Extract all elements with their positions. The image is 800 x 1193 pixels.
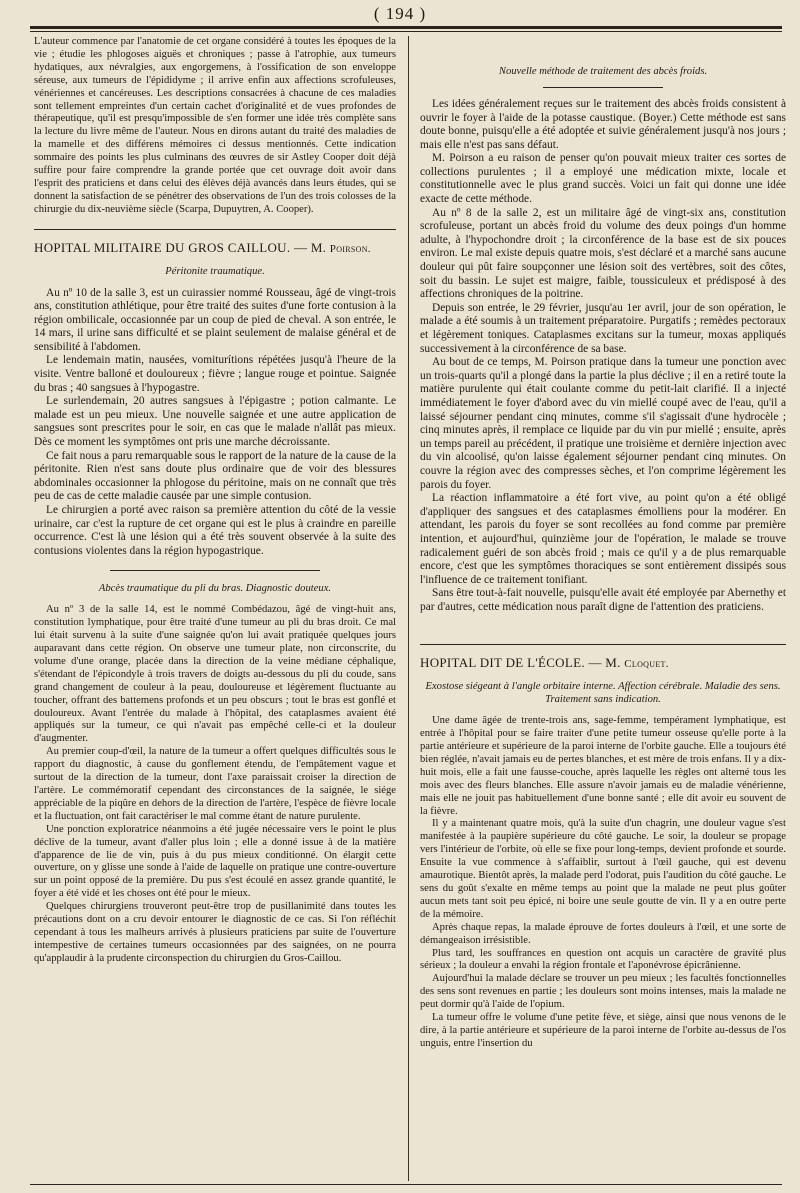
paragraph: Le chirurgien a porté avec raison sa première attention du côté de la vessie urinaire, car c'est la rupture de cet organe qui est le plus à craindre en pareille occurrence. C'est là une lésion qui a été très souvent observée à la suite des contusions violentes dans la région hypogastrique. <box>34 504 396 557</box>
paragraph: La tumeur offre le volume d'une petite fève, et siège, ainsi que nous venons de le dire, à la partie antérieure et supérieure de la paroi interne de l'orbite au-dessus de l'os unguis, entre l'insertion du <box>420 1012 786 1049</box>
section-author: Poirson. <box>329 242 371 255</box>
page-number: ( 194 ) <box>373 4 427 23</box>
paragraph: Au nº 3 de la salle 14, est le nommé Combédazou, âgé de vingt-huit ans, constitution lymphatique, pour être traité d'une tumeur au pli du bras droit. Ce mal lui était survenu à la suite d'une saignée qu'on lui avait pratiquée quelques jours auparavant dans cette région. On observe une tumeur plate, non circonscrite, du volume d'une orange, placée dans la direction de la veine médiane céphalique, s'étendant de l'épicondyle à trois travers de doigts au-dessous du pli du coude, sans grand changement de couleur à la peau, douloureuse et légèrement fluctuante au toucher, offrant des battemens profonds et un peu obscurs ; tout le bras est gonflé et douloureux. Avant l'entrée du malade à l'hôpital, des cataplasmes avaient été appliqués sur la tumeur, ce qui n'avait pas empêché celle-ci et la douleur d'augmenter. <box>34 604 396 745</box>
paragraph: Quelques chirurgiens trouveront peut-être trop de pusillanimité dans toutes les précautions dont on a cru devoir entourer le diagnostic de ce cas. Si l'on réfléchit cependant à tous les malheurs arrivés à plusieurs praticiens par suite de l'ouverture intempestive de certaines tumeurs occasionnées par des saignées, on ne pourra qu'applaudir à la prudente circonspection du chirurgien du Gros-Caillou. <box>34 901 396 964</box>
subheading-abces: Abcès traumatique du pli du bras. Diagnostic douteux. <box>98 583 332 595</box>
paragraph: Sans être tout-à-fait nouvelle, puisqu'elle avait été employée par Abernethy et par d'autres, cette médication nous paraît digne de l'attention des praticiens. <box>420 587 786 613</box>
separator-rule <box>543 87 663 88</box>
left-column <box>34 36 396 966</box>
paragraph: Plus tard, les souffrances en question ont acquis un caractère de gravité plus sérieux ; la douleur a envahi la région frontale et l'aponévrose épicrânienne. <box>420 947 786 972</box>
right-column <box>420 36 786 1051</box>
paragraph: Ce fait nous a paru remarquable sous le rapport de la nature de la cause de la péritonite. Rien n'est sans doute plus ordinaire que de voir des blessures abdominales occasionner la phlogose du péritoine, mais on ne connaît que très peu de cas de cette maladie causée par une simple contusion. <box>34 449 396 503</box>
paragraph: M. Poirson a eu raison de penser qu'on pouvait mieux traiter ces sortes de collections purulentes ; il a employé une médication mixte, locale et constitutionnelle avec le plus grand succès. Voici un fait qui donne une idée exacte de cette méthode. <box>420 152 786 206</box>
intro-paragraph: L'auteur commence par l'anatomie de cet organe considéré à toutes les époques de la vie ; étudie les phlogoses aiguës et chroniques ; passe à l'atrophie, aux tumeurs hydatiques, aux névralgies, aux engorgemens, à l'ossification de son enveloppe séreuse, aux tumeurs de l'épididyme ; il arrive enfin aux affections scrofuleuses, vénériennes et cancéreuses. Les descriptions consacrées à chacune de ces maladies sont tellement empreintes d'un certain cachet d'originalité et de vues profondes de thérapeutique, qu'il est presqu'impossible de s'en former une idée très complète sans la lecture du livre même de l'auteur. Nous en dirons autant du traité des maladies de la mamelle et des différens mémoires ci dessus mentionnés. Cette indication sommaire des points les plus culminans des œuvres de sir Astley Cooper doit déjà suffire pour faire comprendre la grande portée que cet ouvrage doit avoir dans l'esprit des praticiens et dans celui des élèves déjà avancés dans leurs études, qui se donnent la satisfaction de se pénétrer des observations de l'un des trois colosses de la chirurgie du dix-neuvième siècle (Scarpa, Dupuytren, A. Cooper). <box>34 36 396 215</box>
paragraph: La réaction inflammatoire a été fort vive, au point qu'on a été obligé d'appliquer des sangsues et des cataplasmes émolliens pour la modérer. En attendant, les parois du foyer se sont recollées au fond comme par première intention, et aujourd'hui, quinzième jour de l'opération, le malade se trouve radicalement guéri de son abcès froid ; mais ce qu'il y a de plus remarquable encore, c'est que les symptômes thoraciques se sont entièrement dissipés sous l'influence de ce traitement tonifiant. <box>420 492 786 586</box>
paragraph: Après chaque repas, la malade éprouve de fortes douleurs à l'œil, et une sorte de démangeaison irrésistible. <box>420 921 786 946</box>
paragraph: Le lendemain matin, nausées, vomiturítions répétées jusqu'à l'heure de la visite. Ventre balloné et douloureux ; fièvre ; langue rouge et pointue. Saignée du bras ; 40 sangsues à l'hypogastre. <box>34 354 396 394</box>
paragraph: Les idées généralement reçues sur le traitement des abcès froids consistent à ouvrir le foyer à l'aide de la potasse caustique. (Boyer.) Cette méthode est sans doute bonne, puisqu'elle a été adoptée et suivie généralement jusqu'à nos jours ; mais elle n'est pas sans défaut. <box>420 97 786 151</box>
bottom-rule <box>30 1184 782 1185</box>
paragraph: Au premier coup-d'œil, la nature de la tumeur a offert quelques difficultés sous le rapport du diagnostic, à cause du gonflement étendu, de l'empâtement vague et surtout de la direction de la tumeur, dont l'axe paraissait croiser la direction de l'artère. Le commémoratif cependant des circonstances de la saignée, le siége appréciable de la piqûre en dehors de la direction de l'artère, l'espèce de fièvre locale et la fluctuation, ont fait caractériser le mal comme étant de nature purulente. <box>34 746 396 822</box>
section-heading-gros-caillou <box>34 229 396 256</box>
subheading-abces-froids: Nouvelle méthode de traitement des abcès froids. <box>498 66 708 77</box>
paragraph: Le surlendemain, 20 autres sangsues à l'épigastre ; potion calmante. Le malade est un peu mieux. Une nouvelle saignée et une autre application de sangsues sont prescrites pour le soir, en cas que le malade n'allât pas mieux. Dès ce moment les symptômes ont pris une marche décroissante. <box>34 395 396 449</box>
paragraph: Au bout de ce temps, M. Poirson pratique dans la tumeur une ponction avec un trois-quarts qu'il a plongé dans la partie la plus déclive ; il en a retiré toute la matière purulente qui était coulante comme du petit-lait clarifié. Il a injecté immédiatement le foyer d'abord avec du vin miellé coupé avec de l'eau, qu'il a laissé séjourner pendant cinq minutes, comme s'il s'agissait d'une hydrocèle ; cinq minutes après, il remplace ce liquide par du vin pur miellé ; ensuite, après un temps pareil au précédent, il pratique une troisième et dernière injection avec du vin alcoolisé, qu'on laisse également séjourner pendant cinq minutes. On couvre la région avec des compresses sèches, et l'on comprime légèrement les parois du foyer. <box>420 356 786 491</box>
paragraph: Une ponction exploratrice néanmoins a été jugée nécessaire vers le point le plus déclive de la tumeur, avant d'aller plus loin ; elle a donné issue à de la matière d'apparence de lie de vin, puis à du pus mieux conditionné. On élargit cette ouverture, on y glisse une sonde à l'aide de laquelle on pratique une contre-ouverture sur un point opposé de la première. Du pus s'est écoulé en assez grande quantité, le foyer a été vidé et les choses ont été pour le mieux. <box>34 823 396 900</box>
paragraph: Au nº 8 de la salle 2, est un militaire âgé de vingt-six ans, constitution scrofuleuse, portant un abcès froid du volume des deux poings d'un homme adulte, à l'hypochondre droit ; la circonférence de la base est de six pouces environ. Le mal existe depuis quatre mois, s'est déclaré et a marché sans aucune douleur qui pût faire soupçonner une lésion soit des vertèbres, soit des côtes, soit du bassin. Le sujet est maigre, faible, toussiculeux et prédisposé à des affections chroniques de la poitrine. <box>420 206 786 301</box>
subheading-peritonite: Péritonite traumatique. <box>165 265 265 277</box>
paragraph: Une dame âgée de trente-trois ans, sage-femme, tempérament lymphatique, est entrée à l'hôpital pour se faire traiter d'une petite tumeur osseuse qu'elle porte à la partie antérieure et supérieure de la paroi interne de l'orbite gauche. Elle a toujours été bien réglée, n'avait jamais eu de pertes blanches, et est mère de trois enfans. Il y a dix-huit mois, elle a fait une fausse-couche, après laquelle les règles ont alterné tous les mois avec des fleurs blanches. Elle assure n'avoir jamais eu de maladie vénérienne, mais elle ne jouit pas habituellement d'une bonne santé ; elle dit avoir eu souvent de la fièvre. <box>420 715 786 817</box>
separator-rule <box>110 570 320 571</box>
column-separator <box>408 36 409 1181</box>
paragraph: Il y a maintenant quatre mois, qu'à la suite d'un chagrin, une douleur vague s'est manifestée à la paupière supérieure du côté gauche. Le soir, la douleur se propage vers l'intérieur de l'orbite, où elle se fixe pour long-temps, devient profonde et sourde. Ensuite la vue commence à s'affaiblir, surtout à l'œil gauche, qui est devenu amaurotique. Bientôt après, la malade perd l'odorat, puis l'audition du côté gauche. Le sens du goût s'exalte en même temps au point que la malade ne peut plus goûter aucun mets tant soit peu épicé, ni boire une seule goutte de vin. Il y a en outre perte de la mémoire. <box>420 818 786 920</box>
paragraph: Au nº 10 de la salle 3, est un cuirassier nommé Rousseau, âgé de vingt-trois ans, constitution athlétique, pour être traité des suites d'une forte contusion à la région ombilicale, occasionnée par un coup de pied de cheval. A son entrée, le 14 mars, il urine sans difficulté et se plaint seulement de malaise général et de sensibilité à l'abdomen. <box>34 286 396 353</box>
header-rule-thin <box>30 31 782 32</box>
section-heading-ecole <box>420 644 786 671</box>
paragraph: Depuis son entrée, le 29 février, jusqu'au 1er avril, jour de son opération, le malade a été soumis à un traitement préparatoire. Purgatifs ; remèdes pectoraux et légèrement toniques. Cataplasmes excitans sur la tumeur, moxas appliqués successivement à la circonférence de sa base. <box>420 301 786 355</box>
paragraph: Aujourd'hui la malade déclare se trouver un peu mieux ; les facultés fonctionnelles des sens sont revenues en partie ; les douleurs sont moins intenses, mais la malade ne peut dormir qu'à l'aide de l'opium. <box>420 973 786 1011</box>
section-title: HOPITAL MILITAIRE DU GROS CAILLOU. — M. <box>34 239 330 255</box>
header-rule-thick <box>30 26 782 29</box>
subheading-exostose: Exostose siégeant à l'angle orbitaire interne. Affection cérébrale. Maladie des sens. Traitement sans indication. <box>425 681 781 706</box>
section-author: Cloquet. <box>624 658 669 671</box>
section-title: HOPITAL DIT DE L'ÉCOLE. — M. <box>420 655 625 671</box>
